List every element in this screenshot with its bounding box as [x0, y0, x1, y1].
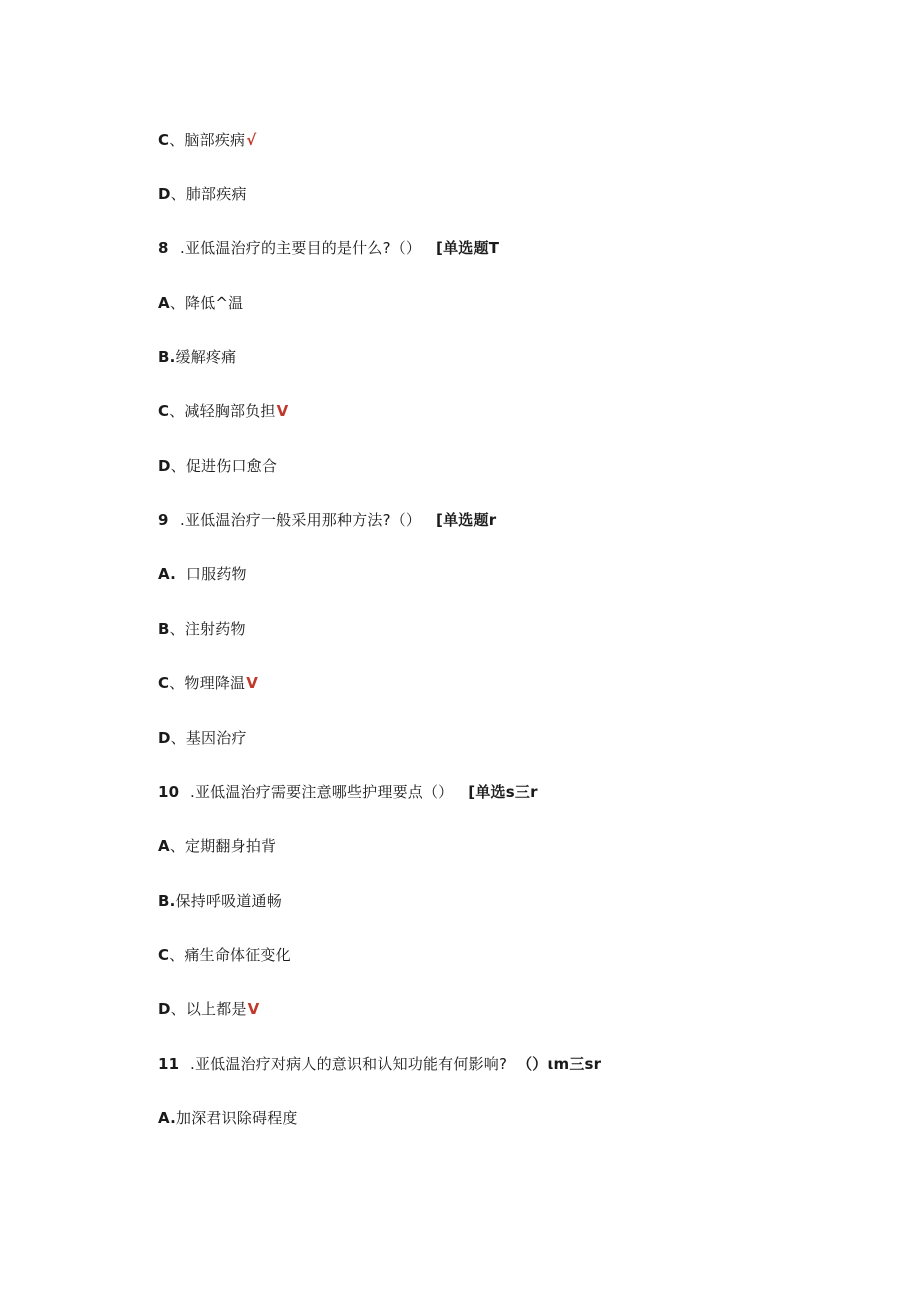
question-10 — [158, 782, 538, 802]
option-c — [158, 130, 256, 150]
question-8 — [158, 238, 499, 258]
option-d — [158, 999, 259, 1019]
option-b — [158, 347, 236, 367]
option-separator: 、 — [170, 729, 186, 747]
option-text: 减轻胸部负担 — [184, 402, 276, 420]
option-a — [158, 836, 276, 856]
question-type-tag: [单选题T — [436, 239, 500, 257]
option-a — [158, 293, 243, 313]
option-letter: A — [158, 1109, 171, 1127]
correct-answer-mark: V — [247, 1000, 260, 1018]
option-text: 物理降温 — [184, 674, 246, 692]
option-separator: 、 — [170, 457, 186, 475]
correct-answer-mark: V — [246, 674, 259, 692]
option-text: 促进伤口愈合 — [185, 457, 278, 475]
option-letter: C — [158, 946, 170, 964]
option-text: 降低^温 — [185, 294, 244, 312]
option-letter: C — [158, 402, 170, 420]
option-separator: 、 — [169, 131, 185, 149]
option-letter: D — [158, 729, 171, 747]
option-c — [158, 945, 291, 965]
option-b — [158, 891, 282, 911]
question-number: 10 — [158, 783, 180, 801]
option-separator: . — [169, 348, 176, 366]
option-c — [158, 401, 288, 421]
option-letter: D — [158, 185, 171, 203]
question-number: 8 — [158, 239, 169, 257]
question-type-tag: [单选s三r — [468, 783, 538, 801]
option-text: 加深君识除碍程度 — [176, 1109, 298, 1127]
option-letter: A — [158, 565, 171, 583]
question-number: 9 — [158, 511, 169, 529]
question-number: 11 — [158, 1055, 180, 1073]
option-separator: . — [170, 565, 176, 583]
option-letter: A — [158, 837, 170, 855]
option-text: 脑部疾病 — [184, 131, 246, 149]
option-separator: 、 — [169, 674, 185, 692]
option-d — [158, 728, 247, 748]
option-text: 定期翻身拍背 — [185, 837, 277, 855]
question-text: .亚低温治疗的主要目的是什么?（） — [180, 239, 422, 257]
option-letter: B — [158, 892, 170, 910]
option-separator: . — [169, 892, 176, 910]
option-b — [158, 619, 246, 639]
option-c — [158, 673, 258, 693]
option-separator: 、 — [169, 620, 185, 638]
option-separator: 、 — [170, 1000, 186, 1018]
question-type-tag: （）ιm三sr — [517, 1055, 602, 1073]
question-9 — [158, 510, 496, 530]
option-d — [158, 456, 277, 476]
option-text: 痛生命体征变化 — [184, 946, 291, 964]
question-text: .亚低温治疗需要注意哪些护理要点（） — [190, 783, 454, 801]
option-d — [158, 184, 247, 204]
correct-answer-mark: √ — [246, 131, 257, 149]
option-text: 保持呼吸道通畅 — [175, 892, 282, 910]
option-text: 肺部疾病 — [185, 185, 247, 203]
option-letter: B — [158, 348, 170, 366]
option-a — [158, 1108, 298, 1128]
option-separator: 、 — [169, 402, 185, 420]
option-separator: 、 — [169, 294, 186, 312]
question-type-tag: [单选题r — [436, 511, 497, 529]
question-text: .亚低温治疗一般采用那种方法?（） — [180, 511, 422, 529]
option-letter: C — [158, 131, 170, 149]
question-11 — [158, 1054, 601, 1074]
correct-answer-mark: V — [276, 402, 289, 420]
option-letter: B — [158, 620, 170, 638]
option-separator: 、 — [169, 946, 185, 964]
option-separator: 、 — [170, 185, 186, 203]
option-text: 口服药物 — [176, 565, 247, 583]
question-text: .亚低温治疗对病人的意识和认知功能有何影响? — [190, 1055, 508, 1073]
option-separator: . — [170, 1109, 176, 1127]
option-letter: A — [158, 294, 170, 312]
option-separator: 、 — [169, 837, 186, 855]
option-letter: D — [158, 457, 171, 475]
option-letter: C — [158, 674, 170, 692]
option-letter: D — [158, 1000, 171, 1018]
option-text: 基因治疗 — [185, 729, 247, 747]
option-a — [158, 564, 247, 584]
option-text: 以上都是 — [185, 1000, 247, 1018]
option-text: 注射药物 — [184, 620, 246, 638]
option-text: 缓解疼痛 — [175, 348, 237, 366]
